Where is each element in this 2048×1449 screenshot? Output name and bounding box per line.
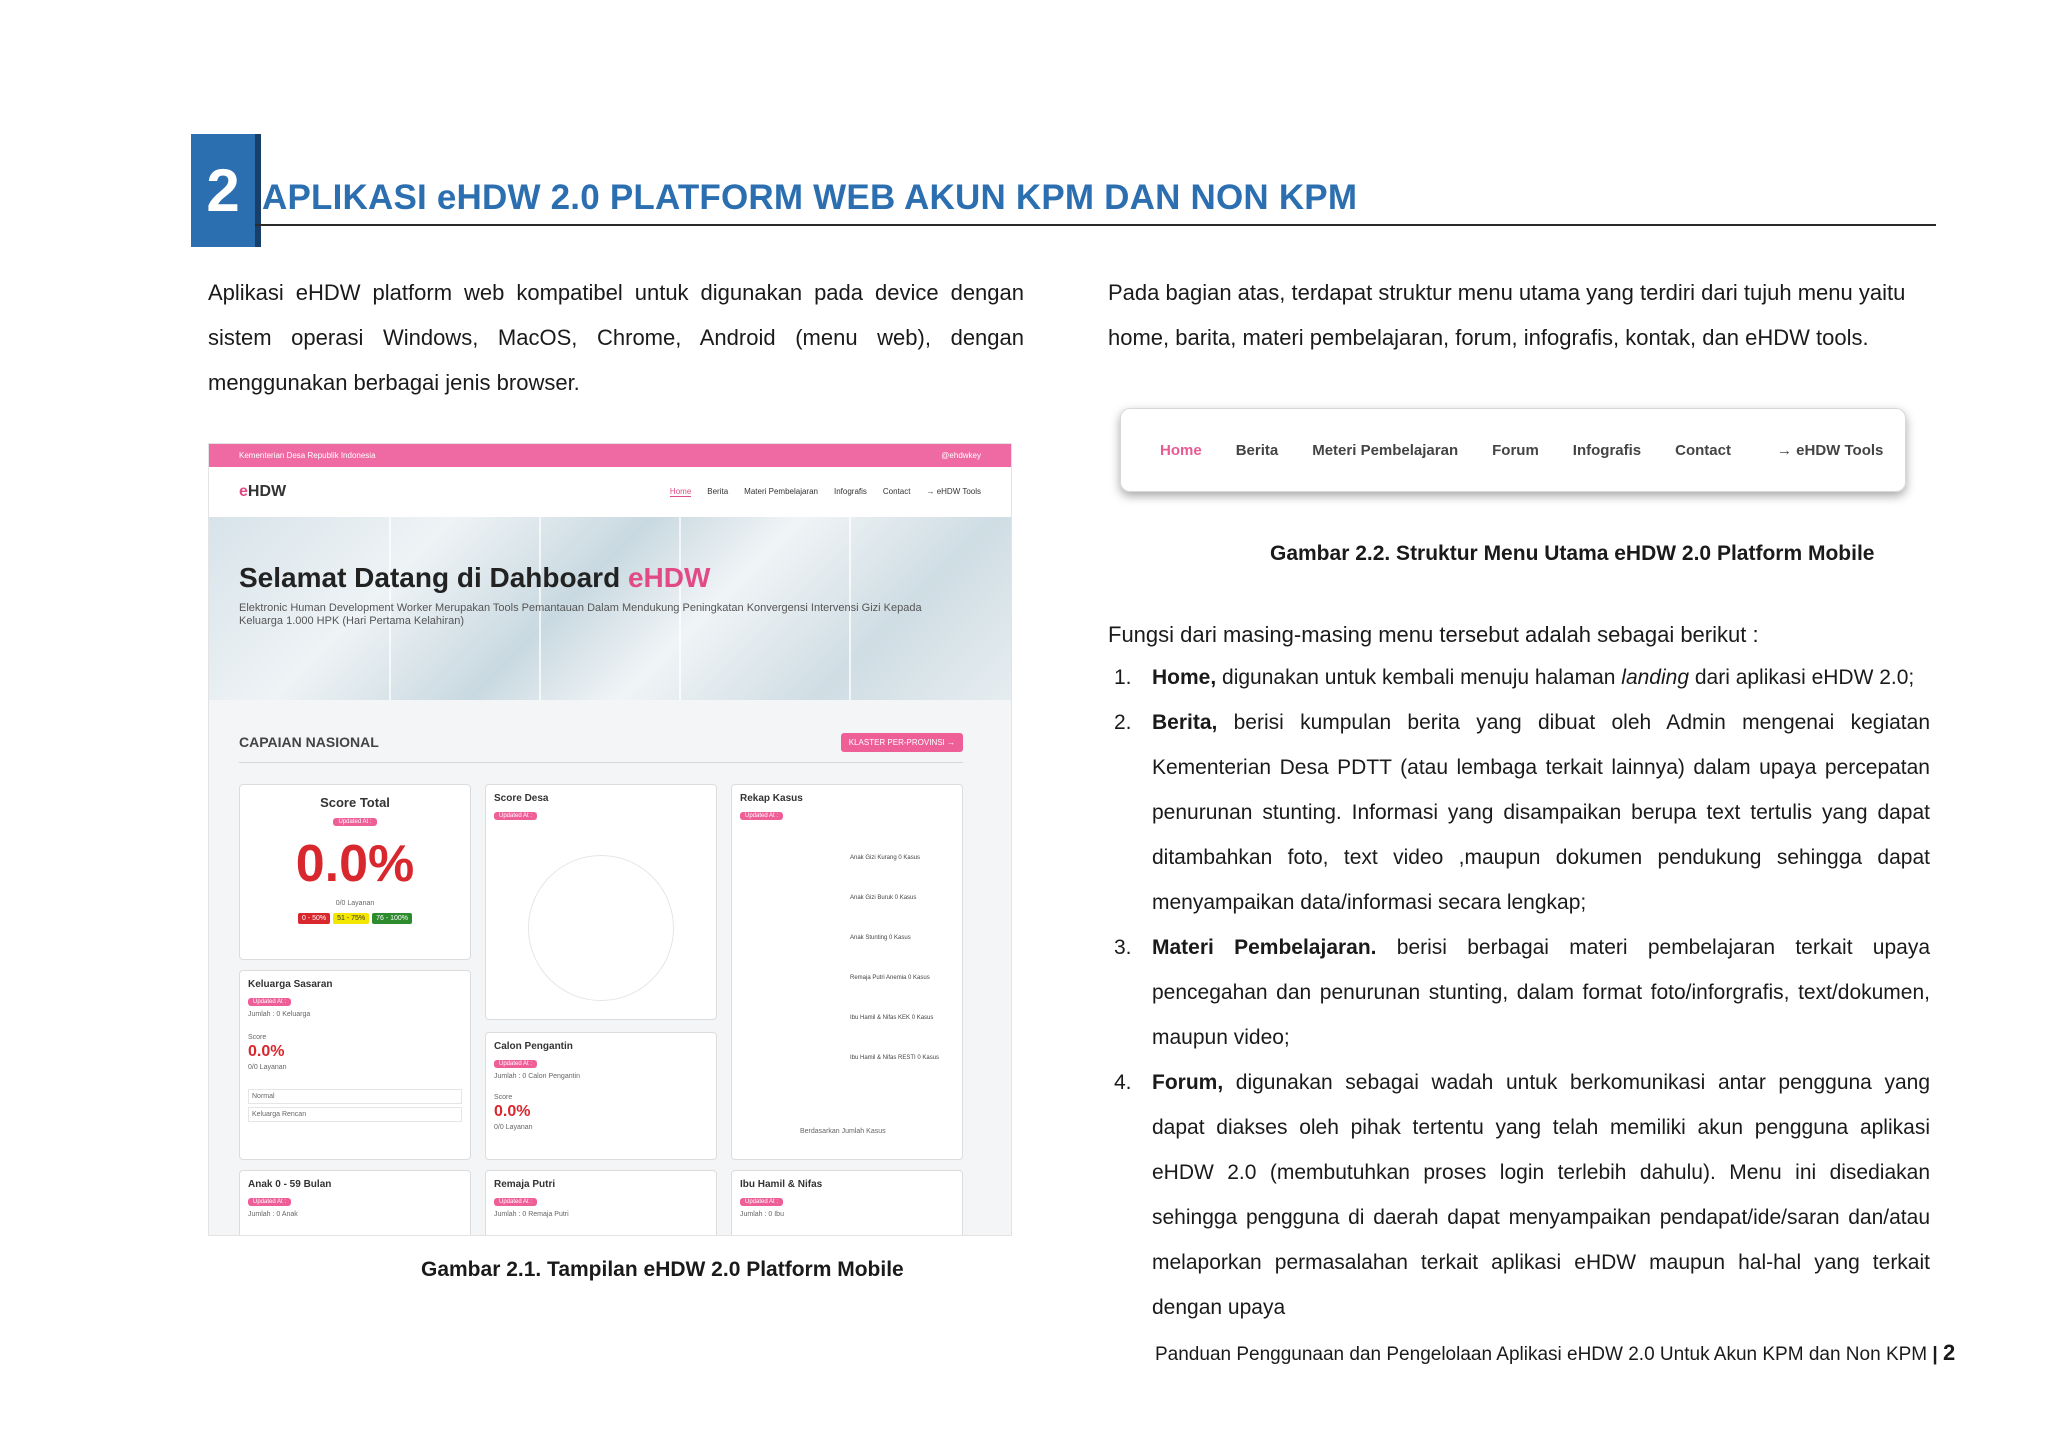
shot-card-keluarga: Keluarga Sasaran Updated At : Jumlah : 0 Keluarga Score 0.0% 0/0 Layanan Normal Keluarga Rencan: [239, 970, 471, 1160]
shot-navbar: [209, 467, 1011, 517]
shot-menu-home: Home: [669, 487, 692, 496]
shot-score-total-value: 0.0%: [295, 835, 415, 893]
shot-section-header: [239, 729, 963, 755]
figure-web-screenshot: [208, 443, 1012, 1236]
page-number: 2: [1943, 1340, 1956, 1365]
list-item: 1. Home, digunakan untuk kembali menuju halaman landing dari aplikasi eHDW 2.0;: [1114, 666, 1915, 689]
shot-menu-berita: Berita: [707, 487, 729, 496]
menu-contact: Contact: [1675, 441, 1731, 459]
shot-section-label: CAPAIAN NASIONAL: [239, 734, 379, 750]
menu-ehdw-tools: → eHDW Tools: [1776, 441, 1884, 459]
list-item: 2. Berita, berisi kumpulan berita yang dibuat oleh Admin mengenai kegiatan Kementerian Desa PDTT (atau lembaga terkait lainnya) dalam upaya percepatan penurunan stunting. Informasi yang disampaikan berupa text tertulis yang dapat ditambahkan foto, text video ,maupun dokumen pendukung sehingga dapat menyampaikan data/informasi secara lengkap;: [1114, 711, 1930, 914]
menu-home: Home: [1160, 441, 1202, 459]
shot-hero-desc: Elektronic Human Development Worker Merupakan Tools Pemantauan Dalam Mendukung Peningkatan Konvergensi Intervensi Gizi Kepada Keluarga 1.000 HPK (Hari Pertama Kelahiran): [239, 602, 922, 627]
menu-function-list: [1108, 655, 1930, 1330]
shot-card-remaja: Remaja Putri Updated At : Jumlah : 0 Remaja Putri: [485, 1170, 717, 1236]
shot-card-score-desa: Score Desa Updated At :: [485, 784, 717, 1020]
functions-intro: Fungsi dari masing-masing menu tersebut adalah sebagai berikut :: [1108, 622, 1759, 647]
menu-berita: Berita: [1235, 441, 1279, 459]
chapter-title: APLIKASI eHDW 2.0 PLATFORM WEB AKUN KPM DAN NON KPM: [262, 178, 1358, 217]
list-item: 3. Materi Pembelajaran. berisi berbagai materi pembelajaran terkait upaya pencegahan dan penurunan stunting, dalam format foto/inforgrafis, text/dokumen, maupun video;: [1114, 936, 1931, 1049]
shot-menu: [670, 487, 981, 497]
shot-card-ibu: Ibu Hamil & Nifas Updated At : Jumlah : 0 Ibu: [731, 1170, 963, 1236]
shot-card-rekap-kasus: Rekap Kasus Updated At : Anak Gizi Kurang 0 Kasus Anak Gizi Buruk 0 Kasus Anak Stunting 0 Kasus Remaja Putri Anemia 0 Kasus Ibu Hamil & Nifas KEK 0 Kasus Ibu Hamil & Nifas RESTI 0 Kasus Berdasarkan Jumlah Kasus: [731, 784, 963, 1160]
shot-topbar: [209, 444, 1011, 467]
left-intro-paragraph: Aplikasi eHDW platform web kompatibel untuk digunakan pada device dengan sistem operasi Windows, MacOS, Chrome, Android (menu web), dengan menggunakan berbagai jenis browser.: [208, 280, 1024, 395]
shot-menu-contact: Contact: [882, 487, 911, 496]
chapter-divider: [255, 224, 1936, 226]
footer-separator: |: [1927, 1344, 1943, 1365]
shot-card-anak: Anak 0 - 59 Bulan Updated At : Jumlah : 0 Anak: [239, 1170, 471, 1236]
shot-card-score-total: Score Total Updated At : 0.0% 0/0 Layanan 0 - 50% 51 - 75% 76 - 100%: [239, 784, 471, 960]
figure-2-2-caption: Gambar 2.2. Struktur Menu Utama eHDW 2.0 Platform Mobile: [1270, 542, 1875, 565]
shot-card-catin: Calon Pengantin Updated At : Jumlah : 0 Calon Pengantin Score 0.0% 0/0 Layanan: [485, 1032, 717, 1160]
shot-topbar-social: @ehdwkey: [941, 451, 981, 460]
shot-klaster-button: KLASTER PER-PROVINSI →: [841, 733, 963, 752]
list-item: 4. Forum, digunakan sebagai wadah untuk berkomunikasi antar pengguna yang dapat diakses oleh pihak tertentu yang telah memiliki akun pengguna aplikasi eHDW 2.0 (membutuhkan proses login terlebih dahulu). Menu ini disediakan sehingga pengguna di daerah dapat menyampaikan pendapat/ide/saran dan/atau melaporkan permasalahan terkait aplikasi eHDW maupun hal-hal yang terkait dengan upaya: [1114, 1071, 1930, 1319]
shot-score-desa-ring: [528, 855, 674, 1001]
shot-section-divider: [239, 762, 963, 763]
shot-hero: [209, 517, 1011, 700]
footer-text: Panduan Penggunaan dan Pengelolaan Aplikasi eHDW 2.0 Untuk Akun KPM dan Non KPM: [1155, 1344, 1928, 1365]
right-intro-paragraph: Pada bagian atas, terdapat struktur menu utama yang terdiri dari tujuh menu yaitu home, barita, materi pembelajaran, forum, infografis, kontak, dan eHDW tools.: [1108, 280, 1906, 350]
shot-menu-infografis: Infografis: [833, 487, 867, 496]
shot-score-legend: 0 - 50% 51 - 75% 76 - 100%: [240, 913, 470, 924]
shot-menu-tools: → eHDW Tools: [926, 487, 981, 496]
chapter-number: 2: [191, 134, 255, 247]
shot-rekap-list: Anak Gizi Kurang 0 Kasus Anak Gizi Buruk 0 Kasus Anak Stunting 0 Kasus Remaja Putri Anemia 0 Kasus Ibu Hamil & Nifas KEK 0 Kasus Ibu Hamil & Nifas RESTI 0 Kasus: [850, 855, 940, 1061]
figure-2-1-caption: Gambar 2.1. Tampilan eHDW 2.0 Platform Mobile: [421, 1258, 904, 1281]
menu-infografis: Infografis: [1572, 441, 1642, 459]
shot-menu-materi: Materi Pembelajaran: [744, 487, 818, 496]
shot-hero-title: Selamat Datang di Dahboard eHDW: [239, 562, 711, 593]
menu-forum: Forum: [1492, 441, 1539, 459]
figure-menu-bar: [1120, 408, 1906, 492]
shot-topbar-ministry: Kementerian Desa Republik Indonesia: [239, 451, 376, 460]
page-footer: [1155, 1340, 1955, 1366]
shot-logo: eHDW: [239, 483, 287, 500]
menu-materi: Meteri Pembelajaran: [1312, 441, 1459, 459]
